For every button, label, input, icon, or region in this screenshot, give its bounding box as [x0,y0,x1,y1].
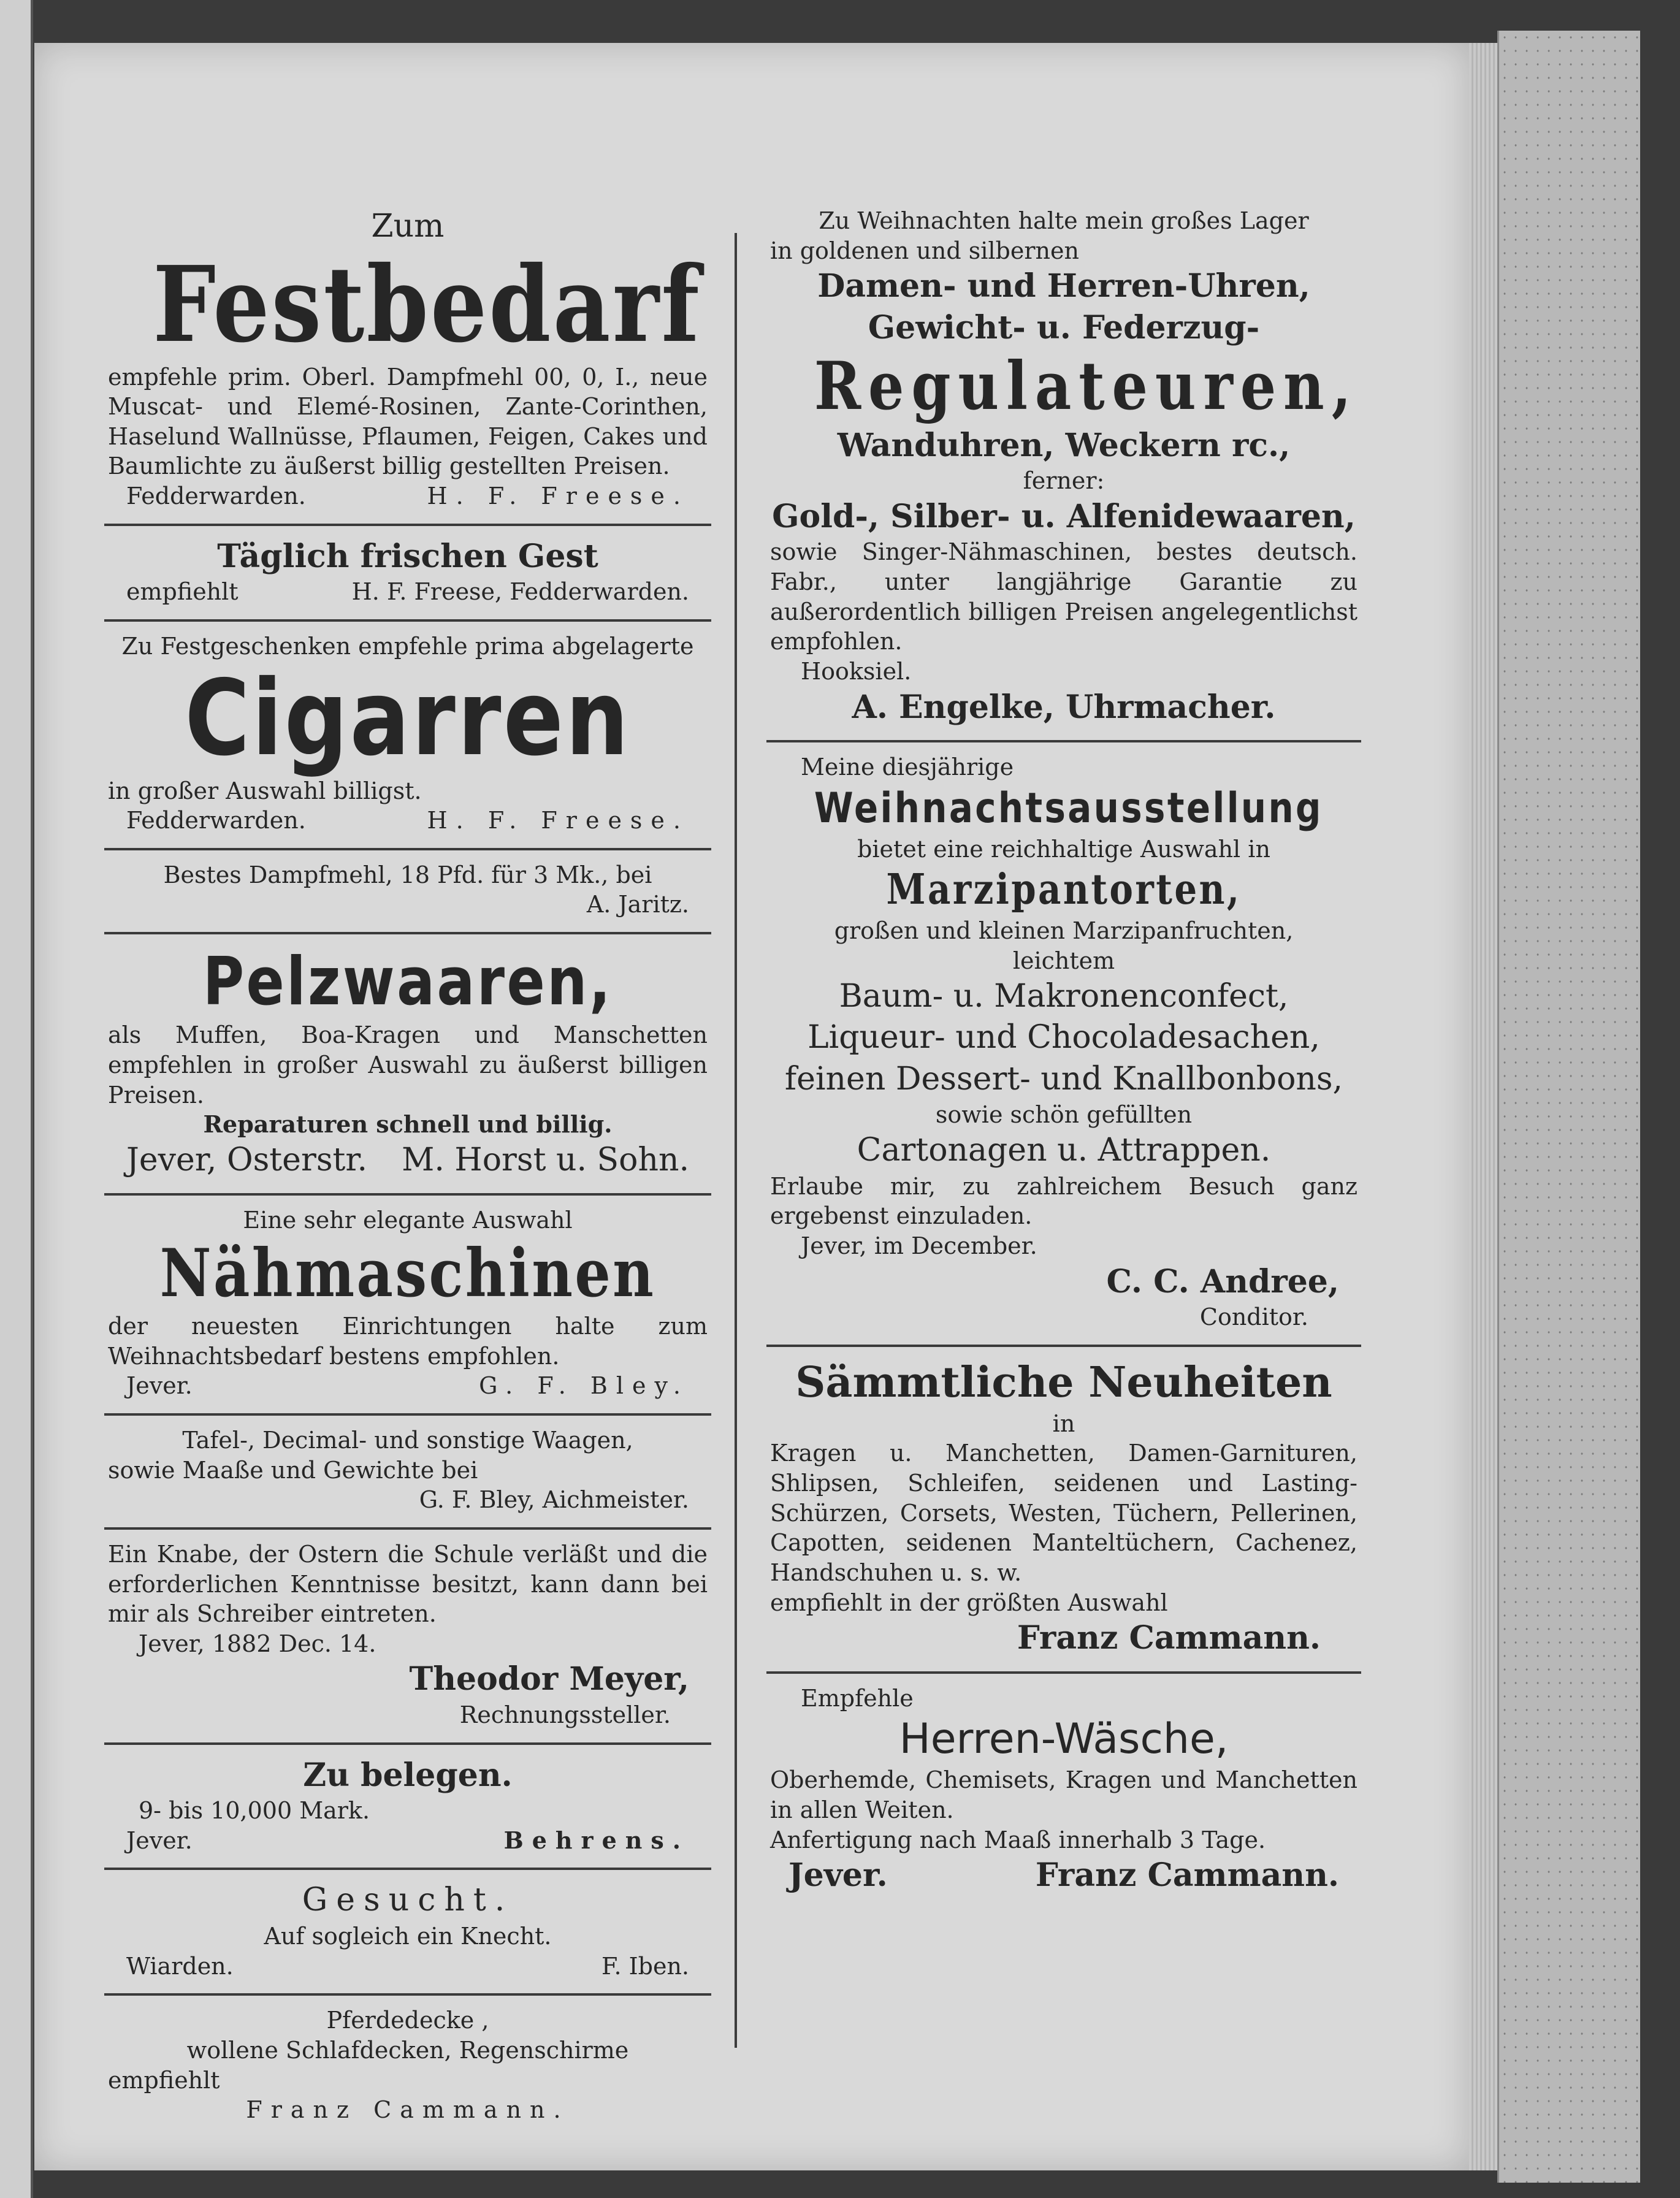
ad-body: der neuesten Einrichtungen halte zum Weihnachtsbedarf bestens empfohlen. [108,1313,708,1370]
ad-signature [108,1140,708,1181]
ad-body: Kragen u. Manchetten, Damen-Garnituren, Shlipsen, Schleifen, seidenen und Lasting-Schürzen, Corsets, Westen, Tüchern, Pellerinen, Capotten, seidenen Manteltüchern, Cachenez, Handschuhen u. s. w. [770,1440,1357,1586]
ad-uhren [766,196,1361,742]
ad-body: empfehle prim. Oberl. Dampfmehl 00, 0, I., neue Muscat- und Elemé-Rosinen, Zante-Corinthen, Haselund Wallnüsse, Pflaumen, Feigen, Cakes und Baumlichte zu äußerst billig gestellten Preisen. [108,363,708,480]
ad-place: Fedderwarden. [126,483,306,510]
book-gutter [0,0,33,2198]
ad-pelzwaaren [104,934,711,1196]
ad-belegen [104,1745,711,1871]
ad-signer: H. F. Freese. [427,807,689,834]
ad-body: in großer Auswahl billigst. [108,777,422,804]
ad-signature [108,1826,708,1856]
ad-role: Conditor. [1199,1303,1308,1331]
ad-title: Gesucht. [302,1882,514,1919]
ad-line: Tafel-, Decimal- und sonstige Waagen, [182,1427,633,1454]
ad-lead: empfiehlt in der größten Auswahl [770,1589,1168,1616]
ad-line: ferner: [1023,467,1105,495]
ad-signer: C. C. Andree, [1106,1262,1339,1300]
ad-signature [770,1855,1357,1896]
ad-body: Bestes Dampfmehl, 18 Pfd. für 3 Mk., bei [163,861,652,888]
ad-pre: Eine sehr elegante Auswahl [243,1207,573,1234]
ad-herren-waesche [766,1674,1361,1909]
ad-signer: M. Horst u. Sohn. [402,1141,689,1178]
ad-gest [104,526,711,622]
ad-place: Jever. [126,1372,193,1400]
book-cover-edge [1497,31,1640,2183]
ad-line: Gewicht- u. Federzug- [868,308,1260,346]
ad-dampfmehl [104,850,711,934]
ad-title: Festbedarf [153,243,702,366]
ad-role: Rechnungssteller. [459,1701,671,1728]
ad-line: Pferdedecke , [326,2007,489,2034]
ad-weihnachtsausstellung [766,742,1361,1347]
ad-line: sowie schön gefüllten [935,1101,1193,1129]
ad-pre: Zum [371,208,445,245]
ad-line: in goldenen und silbernen [770,237,1079,264]
ad-amount: 9- bis 10,000 Mark. [139,1797,370,1825]
ad-pferdedecke [104,1996,711,2137]
ad-signer: A. Engelke, Uhrmacher. [852,688,1276,726]
ad-signer: Behrens. [503,1826,689,1854]
ad-body: Erlaube mir, zu zahlreichem Besuch ganz ergebenst einzuladen. [770,1172,1357,1230]
ad-signer: Franz Cammann. [1035,1856,1339,1895]
ad-waagen [104,1416,711,1530]
ad-title: Pelzwaaren, [202,944,613,1021]
ad-pre: Meine diesjährige [801,754,1014,781]
ad-body: als Muffen, Boa-Kragen und Manschetten empfehlen in großer Auswahl zu äußerst billigen Preisen. [108,1021,708,1109]
page-edges [1469,43,1497,2170]
ad-place: Wiarden. [126,1952,234,1980]
ad-place: Jever. [788,1856,888,1895]
ad-line: leichtem [1012,947,1115,975]
ad-line: sowie Maaße und Gewichte bei [108,1456,478,1484]
ad-line: bietet eine reichhaltige Auswahl in [857,835,1270,863]
ad-subtitle: Marzipantorten, [886,865,1242,915]
ad-date: Jever, im December. [801,1232,1037,1259]
ad-signer: A. Jaritz. [586,891,689,918]
ad-lead: empfiehlt [126,578,239,606]
ad-place: Fedderwarden. [126,807,306,834]
ad-title: Zu belegen. [303,1756,513,1794]
ad-signature [108,577,708,607]
ad-signer: G. F. Bley. [479,1372,689,1400]
ad-signer: Franz Cammann. [246,2096,570,2124]
ad-line: Damen- und Herren-Uhren, [817,267,1310,305]
ad-line: feinen Dessert- und Knallbonbons, [784,1060,1343,1097]
column-divider [735,233,737,2048]
ad-line: Baum- u. Makronenconfect, [839,977,1289,1015]
right-column [766,196,1361,1909]
ad-signature [108,806,708,836]
ad-cigarren [104,622,711,850]
ad-body: Ein Knabe, der Ostern die Schule verläßt und die erforderlichen Kenntnisse besitzt, kann dann bei mir als Schreiber eintreten. [108,1540,708,1628]
ad-lead: empfiehlt [108,2066,220,2094]
ad-body: Auf sogleich ein Knecht. [264,1923,552,1950]
ad-festbedarf [104,196,711,526]
ad-signer: F. Iben. [601,1952,689,1980]
ad-title: Regulateuren, [814,348,1359,425]
ad-title: Nähmaschinen [159,1234,656,1312]
ad-in: in [1052,1410,1075,1437]
ad-body: Oberhemde, Chemisets, Kragen und Manchetten in allen Weiten. [770,1766,1357,1823]
ad-pre: Empfehle [801,1684,914,1712]
ad-body-2: Anfertigung nach Maaß innerhalb 3 Tage. [770,1826,1266,1853]
ad-signer: H. F. Freese, Fedderwarden. [351,578,689,606]
ad-title: Cigarren [185,657,631,779]
ad-signer: Theodor Meyer, [409,1660,689,1698]
ad-gesucht [104,1870,711,1996]
ad-signer: G. F. Bley, Aichmeister. [419,1486,689,1514]
ad-line: wollene Schlafdecken, Regenschirme [186,2036,629,2064]
ad-signature [108,1371,708,1401]
ad-knabe [104,1530,711,1745]
ad-date: Jever, 1882 Dec. 14. [139,1630,376,1657]
ad-neuheiten [766,1347,1361,1674]
ad-signer: H. F. Freese. [427,483,689,510]
ad-pre: Zu Festgeschenken empfehle prima abgelagerte [121,632,694,660]
ad-line: großen und kleinen Marzipanfruchten, [834,917,1294,945]
ad-line: Gold-, Silber- u. Alfenidewaaren, [772,497,1356,535]
ad-line: Cartonagen u. Attrappen. [857,1132,1271,1169]
ad-signature [108,1952,708,1982]
ad-line: Wanduhren, Weckern rc., [837,426,1291,464]
ad-line: Liqueur- und Chocoladesachen, [808,1019,1320,1056]
left-column [104,196,711,2137]
ad-title: Herren-Wäsche, [899,1715,1229,1764]
ad-line: Zu Weihnachten halte mein großes Lager [819,207,1309,234]
ad-title: Täglich frischen Gest [217,537,598,575]
ad-body: sowie Singer-Nähmaschinen, bestes deutsch. Fabr., unter langjährige Garantie zu außerordentlich billigen Preisen angelegentlichst empfohlen. [770,538,1357,655]
ad-place: Jever. [126,1826,193,1854]
ad-place: Jever, Osterstr. [126,1141,368,1178]
ad-title: Sämmtliche Neuheiten [795,1357,1332,1407]
ad-signature [108,481,708,511]
ad-note: Reparaturen schnell und billig. [203,1110,613,1139]
ad-place: Hooksiel. [801,657,912,685]
ad-naehmaschinen [104,1196,711,1416]
ad-title: Weihnachtsausstellung [814,784,1323,833]
ad-signer: Franz Cammann. [1017,1619,1321,1657]
